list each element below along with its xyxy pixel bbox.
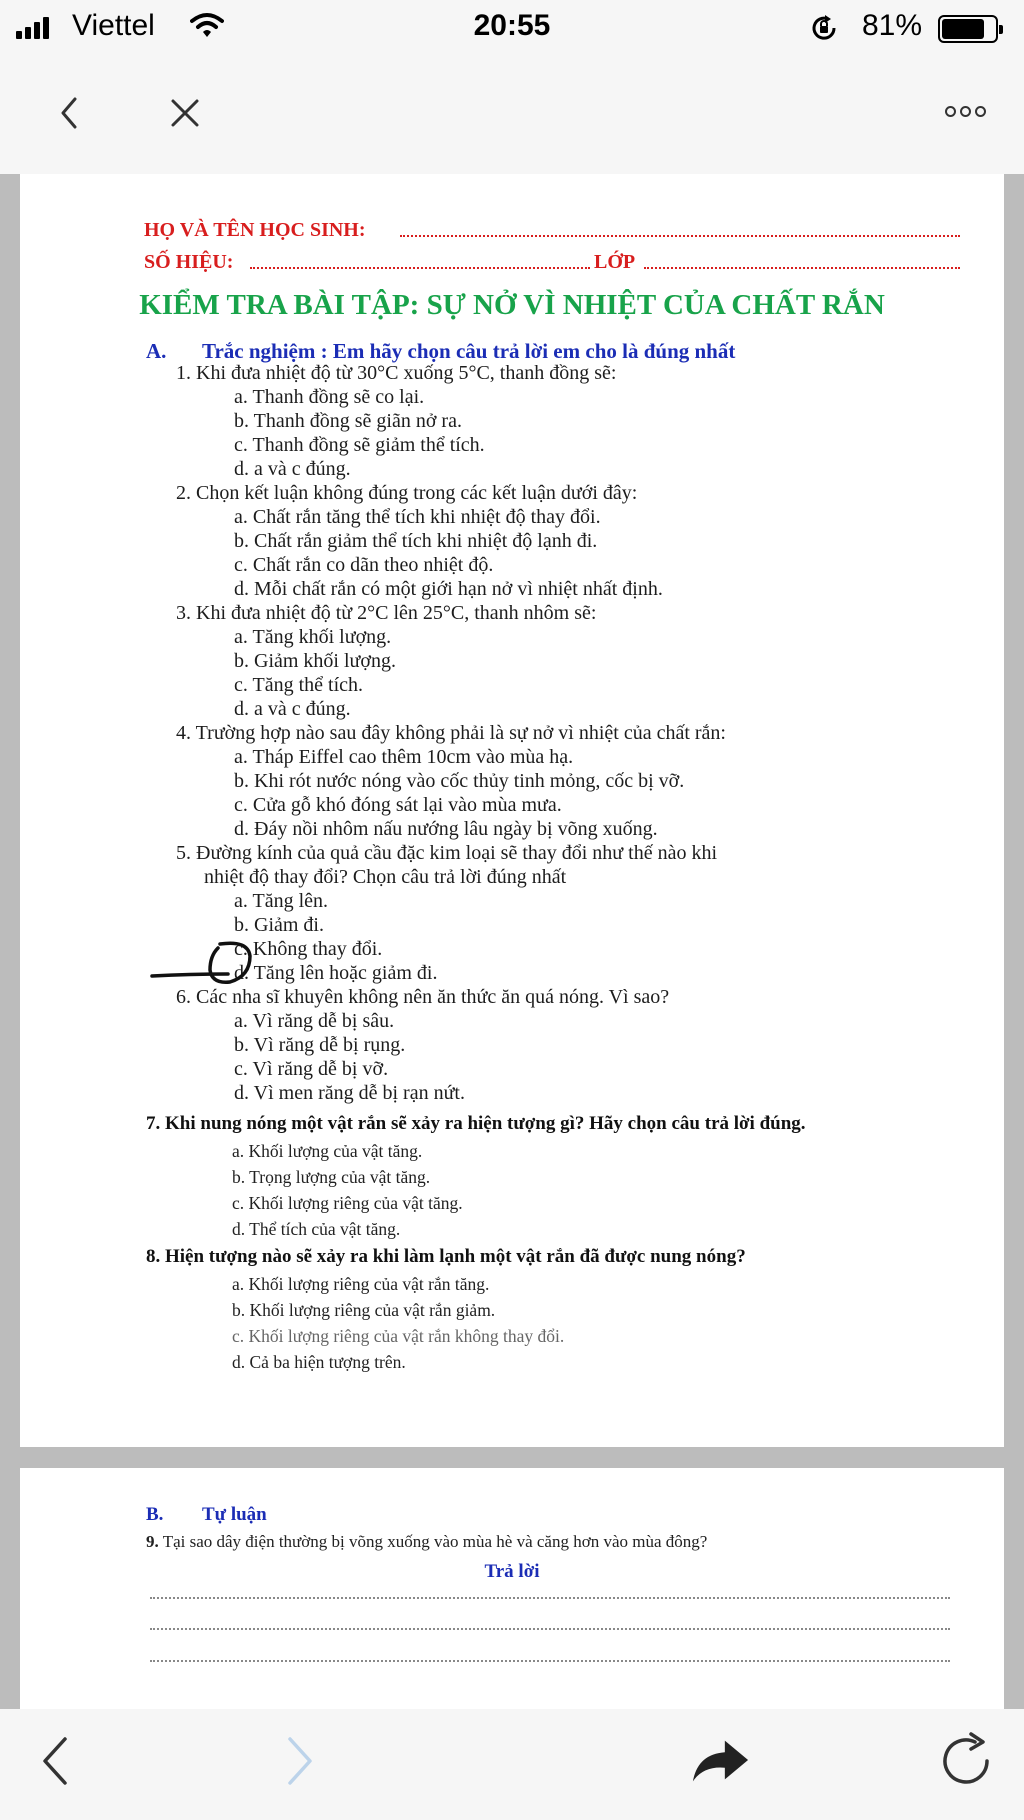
- status-bar: [0, 0, 1024, 58]
- section-a-title: Trắc nghiệm : Em hãy chọn câu trả lời em cho là đúng nhất: [202, 339, 736, 363]
- student-name-label: HỌ VÀ TÊN HỌC SINH:: [144, 219, 366, 241]
- option-2c: c. Chất rắn co dãn theo nhiệt độ.: [234, 554, 494, 576]
- question-1: 1. Khi đưa nhiệt độ từ 30°C xuống 5°C, thanh đồng sẽ:: [176, 362, 617, 384]
- chevron-left-icon: [55, 95, 85, 131]
- more-icon: [945, 106, 956, 117]
- option-1d: d. a và c đúng.: [234, 458, 351, 480]
- close-icon: [168, 96, 202, 130]
- class-line: [644, 267, 960, 269]
- question-7: 7. Khi nung nóng một vật rắn sẽ xảy ra hiện tượng gì? Hãy chọn câu trả lời đúng.: [146, 1113, 806, 1134]
- question-5-continued: nhiệt độ thay đổi? Chọn câu trả lời đúng nhất: [204, 866, 567, 888]
- student-name-line: [400, 235, 960, 237]
- option-5a: a. Tăng lên.: [234, 890, 329, 912]
- option-3d: d. a và c đúng.: [234, 698, 351, 720]
- question-8: 8. Hiện tượng nào sẽ xảy ra khi làm lạnh một vật rắn đã được nung nóng?: [146, 1246, 746, 1267]
- question-6: 6. Các nha sĩ khuyên không nên ăn thức ăn quá nóng. Vì sao?: [176, 986, 670, 1008]
- carrier-name: Viettel: [72, 9, 155, 42]
- question-4: 4. Trường hợp nào sau đây không phải là sự nở vì nhiệt của chất rắn:: [176, 722, 726, 744]
- option-5d: d. Tăng lên hoặc giảm đi.: [234, 962, 438, 984]
- section-b-title: Tự luận: [202, 1504, 267, 1525]
- question-5: 5. Đường kính của quả cầu đặc kim loại sẽ thay đổi như thế nào khi: [176, 842, 718, 864]
- option-1a: a. Thanh đồng sẽ co lại.: [234, 386, 425, 408]
- answer-line: [150, 1628, 950, 1630]
- reload-icon: [937, 1732, 995, 1790]
- option-3b: b. Giảm khối lượng.: [234, 650, 396, 672]
- battery-icon: [938, 15, 998, 43]
- option-2d: d. Mỗi chất rắn có một giới hạn nở vì nhiệt nhất định.: [234, 578, 663, 600]
- option-4d: d. Đáy nồi nhôm nấu nướng lâu ngày bị võng xuống.: [234, 818, 658, 840]
- handwritten-circle-mark: [150, 936, 280, 992]
- close-button[interactable]: [160, 88, 210, 138]
- document-page-1: [20, 174, 1004, 1447]
- toolbar-forward-button[interactable]: [270, 1731, 330, 1791]
- more-options-button[interactable]: [945, 106, 986, 117]
- option-3c: c. Tăng thể tích.: [234, 674, 364, 696]
- chevron-right-icon: [283, 1735, 317, 1787]
- option-3a: a. Tăng khối lượng.: [234, 626, 392, 648]
- id-label: SỐ HIỆU:: [144, 251, 234, 273]
- document-page-2: [20, 1468, 1004, 1709]
- option-5c: c. Không thay đổi.: [234, 938, 383, 960]
- option-6b: b. Vì răng dễ bị rụng.: [234, 1034, 406, 1056]
- option-2b: b. Chất rắn giảm thể tích khi nhiệt độ lạnh đi.: [234, 530, 598, 552]
- section-b-marker: B.: [146, 1504, 164, 1525]
- toolbar-back-button[interactable]: [25, 1731, 85, 1791]
- option-8a: a. Khối lượng riêng của vật rắn tăng.: [232, 1274, 490, 1294]
- back-button[interactable]: [45, 88, 95, 138]
- option-4a: a. Tháp Eiffel cao thêm 10cm vào mùa hạ.: [234, 746, 574, 768]
- option-8d: d. Cả ba hiện tượng trên.: [232, 1352, 406, 1372]
- option-6d: d. Vì men răng dễ bị rạn nứt.: [234, 1082, 465, 1104]
- question-9-number: 9.: [146, 1532, 159, 1551]
- option-7d: d. Thể tích của vật tăng.: [232, 1219, 401, 1239]
- option-7b: b. Trọng lượng của vật tăng.: [232, 1167, 431, 1187]
- share-button[interactable]: [690, 1731, 750, 1791]
- answer-line: [150, 1660, 950, 1662]
- document-title: KIỂM TRA BÀI TẬP: SỰ NỞ VÌ NHIỆT CỦA CHẤT RẮN: [139, 289, 885, 321]
- reload-button[interactable]: [936, 1731, 996, 1791]
- id-line: [250, 267, 590, 269]
- option-2a: a. Chất rắn tăng thể tích khi nhiệt độ thay đổi.: [234, 506, 601, 528]
- option-1b: b. Thanh đồng sẽ giãn nở ra.: [234, 410, 462, 432]
- option-4b: b. Khi rót nước nóng vào cốc thủy tinh mỏng, cốc bị vỡ.: [234, 770, 685, 792]
- clock: 20:55: [473, 9, 551, 42]
- browser-nav-bar: [0, 58, 1024, 174]
- chevron-left-icon: [38, 1735, 72, 1787]
- question-9-text: Tại sao dây điện thường bị võng xuống vào mùa hè và căng hơn vào mùa đông?: [158, 1532, 708, 1551]
- option-7c: c. Khối lượng riêng của vật tăng.: [232, 1193, 463, 1213]
- option-6a: a. Vì răng dễ bị sâu.: [234, 1010, 395, 1032]
- browser-toolbar: [0, 1709, 1024, 1820]
- section-a-marker: A.: [146, 339, 167, 363]
- answer-line: [150, 1597, 950, 1599]
- question-2: 2. Chọn kết luận không đúng trong các kết luận dưới đây:: [176, 482, 638, 504]
- question-3: 3. Khi đưa nhiệt độ từ 2°C lên 25°C, thanh nhôm sẽ:: [176, 602, 597, 624]
- share-arrow-icon: [690, 1736, 750, 1786]
- battery-level-fill: [942, 19, 984, 39]
- option-5b: b. Giảm đi.: [234, 914, 324, 936]
- option-4c: c. Cửa gỗ khó đóng sát lại vào mùa mưa.: [234, 794, 562, 816]
- answer-label: Trả lời: [484, 1561, 540, 1582]
- option-8c: c. Khối lượng riêng của vật rắn không thay đổi.: [232, 1326, 565, 1346]
- option-8b: b. Khối lượng riêng của vật rắn giảm.: [232, 1300, 496, 1320]
- option-6c: c. Vì răng dễ bị vỡ.: [234, 1058, 389, 1080]
- battery-percent: 81%: [862, 9, 923, 42]
- class-label: LỚP: [594, 251, 636, 273]
- orientation-lock-icon: [810, 14, 838, 50]
- option-1c: c. Thanh đồng sẽ giảm thể tích.: [234, 434, 485, 456]
- document-viewer[interactable]: [0, 174, 1024, 1709]
- option-7a: a. Khối lượng của vật tăng.: [232, 1141, 423, 1161]
